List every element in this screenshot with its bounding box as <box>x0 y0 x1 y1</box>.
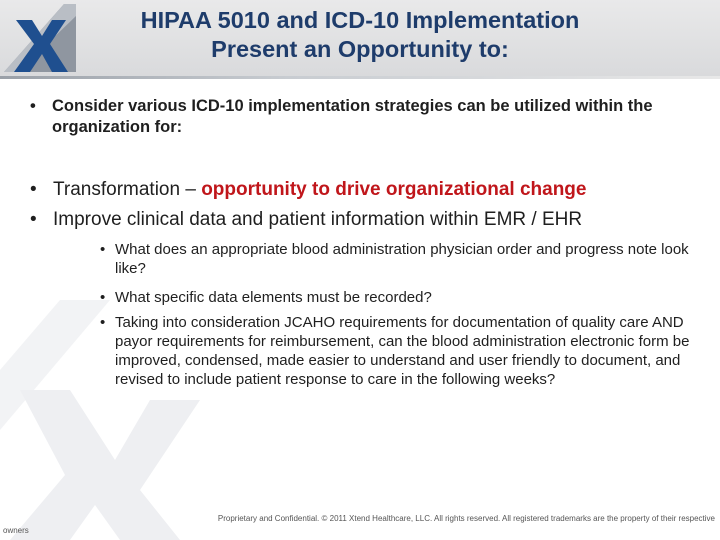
sub-bullet-1 <box>100 240 690 278</box>
title-line-1: HIPAA 5010 and ICD-10 Implementation <box>140 7 580 33</box>
bullet-improve-text: Improve clinical data and patient information within EMR / EHR <box>53 209 583 230</box>
bullet-improve <box>30 208 700 231</box>
bullet-marker: • <box>30 97 36 115</box>
sub-bullet-marker: • <box>100 289 106 306</box>
slide-header <box>0 0 720 76</box>
sub-bullet-text: Taking into consideration JCAHO requirements for documentation of quality care AND payor requirements for reimbursement, can the blood administration electronic form be improved, condensed, made easier to understand and user friendly to document, and revised to include patient response to care in the following weeks? <box>115 314 690 388</box>
bullet-marker: • <box>30 179 37 200</box>
transformation-highlight: opportunity to drive organizational change <box>201 179 587 200</box>
sub-bullet-text: What specific data elements must be recorded? <box>115 289 432 306</box>
footer-copyright: Proprietary and Confidential. © 2011 Xtend Healthcare, LLC. All rights reserved. All registered trademarks are the property of their respective <box>217 514 715 523</box>
bullet-transformation <box>30 178 700 201</box>
footer-copyright-wrap: owners <box>3 526 29 535</box>
title-line-2: Present an Opportunity to: <box>211 36 509 62</box>
slide-title <box>70 6 650 64</box>
bullet-intro-text: Consider various ICD-10 implementation strategies can be utilized within the organization for: <box>52 97 653 136</box>
sub-bullet-marker: • <box>100 241 106 258</box>
transformation-prefix: Transformation – <box>53 179 202 200</box>
sub-bullet-3 <box>100 313 690 389</box>
bullet-marker: • <box>30 209 37 230</box>
sub-bullet-marker: • <box>100 314 106 331</box>
sub-bullet-text: What does an appropriate blood administration physician order and progress note look like? <box>115 241 689 277</box>
bullet-intro <box>30 96 690 138</box>
sub-bullet-2 <box>100 288 690 307</box>
xtend-x-logo-icon <box>2 2 78 74</box>
header-divider <box>0 76 720 79</box>
